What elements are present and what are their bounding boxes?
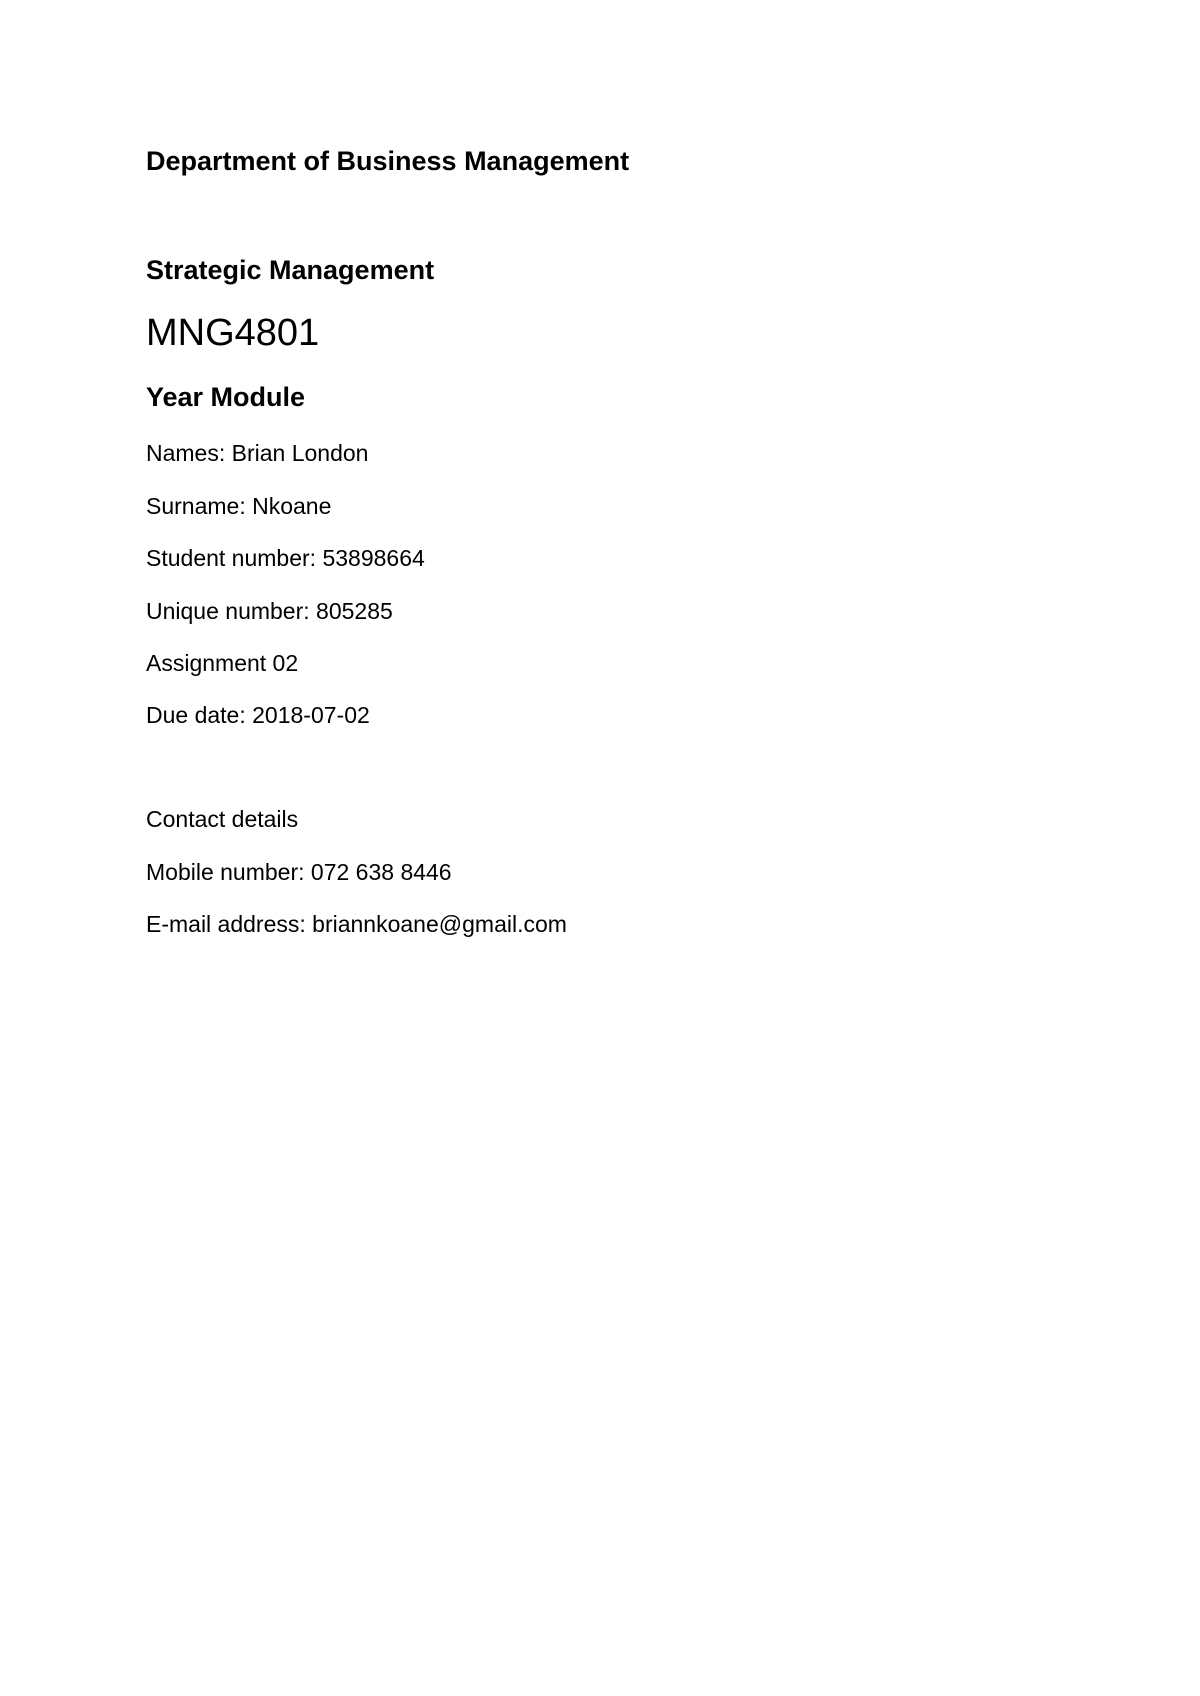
contact-details-heading: Contact details (146, 806, 299, 832)
names-field: Names: Brian London (146, 440, 369, 466)
surname-field: Surname: Nkoane (146, 493, 332, 519)
module-type: Year Module (146, 382, 306, 412)
unique-number-field: Unique number: 805285 (146, 598, 393, 624)
course-code: MNG4801 (146, 312, 320, 354)
student-number-field: Student number: 53898664 (146, 545, 425, 571)
due-date-field: Due date: 2018-07-02 (146, 702, 370, 728)
department-heading: Department of Business Management (146, 146, 630, 176)
mobile-number-field: Mobile number: 072 638 8446 (146, 859, 452, 885)
course-title: Strategic Management (146, 255, 435, 285)
email-address-field: E-mail address: briannkoane@gmail.com (146, 911, 567, 937)
assignment-field: Assignment 02 (146, 650, 299, 676)
